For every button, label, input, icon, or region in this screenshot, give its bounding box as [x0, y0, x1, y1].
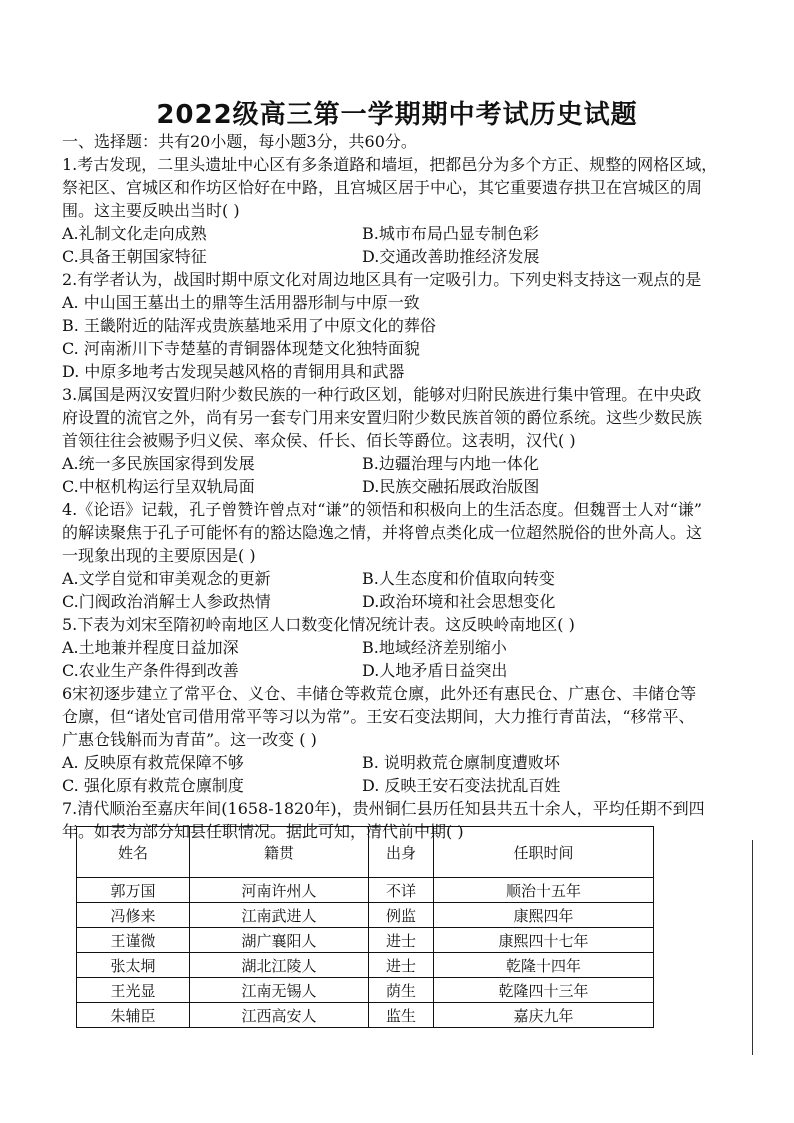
- table-row: [77, 928, 654, 953]
- option-d[interactable]: D. 中原多地考古发现吴越风格的青铜用具和武器: [62, 362, 405, 381]
- table-cell: 监生: [369, 1003, 434, 1028]
- question-text-line: 府设置的流官之外，尚有另一套专门用来安置归附少数民族首领的爵位系统。这些少数民族: [62, 408, 703, 427]
- question-text-line: 2.有学者认为，战国时期中原文化对周边地区具有一定吸引力。下列史料支持这一观点的是: [62, 270, 702, 289]
- option-c[interactable]: C. 强化原有救荒仓廪制度: [62, 776, 244, 795]
- magistrate-table: [76, 826, 654, 1028]
- option-b[interactable]: B.城市布局凸显专制色彩: [362, 224, 539, 243]
- table-cell: 嘉庆九年: [434, 1003, 654, 1028]
- table-cell: 乾隆四十三年: [434, 978, 654, 1003]
- question-text-line: 的解读聚焦于孔子可能怀有的豁达隐逸之情，并将曾点类化成一位超然脱俗的世外高人。这: [62, 523, 703, 542]
- table-cell: 郭万国: [77, 878, 190, 903]
- question-text-line: 5.下表为刘宋至隋初岭南地区人口数变化情况统计表。这反映岭南地区( ): [62, 615, 575, 634]
- table-cell: 乾隆十四年: [434, 953, 654, 978]
- table-cell: 不详: [369, 878, 434, 903]
- option-d[interactable]: D.民族交融拓展政治版图: [362, 477, 540, 496]
- question-text-line: 一现象出现的主要原因是( ): [62, 546, 256, 565]
- page-title: 2022级高三第一学期期中考试历史试题: [156, 100, 638, 130]
- question-text-line: 围。这主要反映出当时( ): [62, 201, 240, 220]
- table-header-cell: 任职时间: [434, 827, 654, 878]
- option-c[interactable]: C.农业生产条件得到改善: [62, 661, 239, 680]
- table-row: [77, 903, 654, 928]
- option-c[interactable]: C.中枢机构运行呈双轨局面: [62, 477, 255, 496]
- question-text-line: 7.清代顺治至嘉庆年间(1658-1820年)，贵州铜仁县历任知县共五十余人，平均任期不到四: [62, 799, 705, 818]
- table-cell: 冯修来: [77, 903, 190, 928]
- table-row: [77, 953, 654, 978]
- question-6: [62, 682, 752, 797]
- table-row: [77, 978, 654, 1003]
- option-c[interactable]: C.具备王朝国家特征: [62, 247, 207, 266]
- option-b[interactable]: B. 说明救荒仓廪制度遭败坏: [362, 753, 560, 772]
- table-cell: 荫生: [369, 978, 434, 1003]
- option-a[interactable]: A.土地兼并程度日益加深: [62, 638, 239, 657]
- table-cell: 河南许州人: [190, 878, 369, 903]
- table-header-cell: 籍贯: [190, 827, 369, 878]
- table-cell: 江西高安人: [190, 1003, 369, 1028]
- table-row: [77, 1003, 654, 1028]
- option-a[interactable]: A. 中山国王墓出土的鼎等生活用器形制与中原一致: [62, 293, 420, 312]
- table-header-row: [77, 827, 654, 878]
- question-text-line: 1.考古发现，二里头遗址中心区有多条道路和墙垣，把都邑分为多个方正、规整的网格区域，: [62, 155, 718, 174]
- question-text-line: 首领往往会被赐予归义侯、率众侯、仟长、佰长等爵位。这表明，汉代( ): [62, 431, 576, 450]
- option-c[interactable]: C. 河南淅川下寺楚墓的青铜器体现楚文化独特面貌: [62, 339, 420, 358]
- question-text-line: 广惠仓钱斛而为青苗”。这一改变 ( ): [62, 730, 317, 749]
- question-5: [62, 613, 752, 682]
- option-b[interactable]: B.地域经济差别缩小: [362, 638, 507, 657]
- option-b[interactable]: B. 王畿附近的陆浑戎贵族墓地采用了中原文化的葬俗: [62, 316, 436, 335]
- table-cell: 湖北江陵人: [190, 953, 369, 978]
- table-cell: 朱辅臣: [77, 1003, 190, 1028]
- option-d[interactable]: D.政治环境和社会思想变化: [362, 592, 556, 611]
- table-cell: 康熙四十七年: [434, 928, 654, 953]
- question-text-line: 4.《论语》记载，孔子曾赞许曾点对“谦”的领悟和积极向上的生活态度。但魏晋士人对“谦”: [62, 500, 702, 519]
- question-text-line: 仓廪，但“诸处官司借用常平等习以为常”。王安石变法期间，大力推行青苗法，“移常平、: [62, 707, 695, 726]
- option-b[interactable]: B.人生态度和价值取向转变: [362, 569, 555, 588]
- table-cell: 王光显: [77, 978, 190, 1003]
- question-text-line: 6宋初逐步建立了常平仓、义仓、丰储仓等救荒仓廪，此外还有惠民仓、广惠仓、丰储仓等: [62, 684, 697, 703]
- table-cell: 例监: [369, 903, 434, 928]
- option-d[interactable]: D.人地矛盾日益突出: [362, 661, 508, 680]
- question-4: [62, 498, 752, 613]
- table-cell: 王谨微: [77, 928, 190, 953]
- option-c[interactable]: C.门阀政治消解士人参政热情: [62, 592, 271, 611]
- question-3: [62, 383, 752, 498]
- option-b[interactable]: B.边疆治理与内地一体化: [362, 454, 539, 473]
- scan-edge-line: [752, 840, 753, 1055]
- table-cell: 顺治十五年: [434, 878, 654, 903]
- option-d[interactable]: D.交通改善助推经济发展: [362, 247, 540, 266]
- table-header-cell: 出身: [369, 827, 434, 878]
- question-2: [62, 268, 752, 383]
- option-a[interactable]: A. 反映原有救荒保障不够: [62, 753, 244, 772]
- option-a[interactable]: A.统一多民族国家得到发展: [62, 454, 255, 473]
- question-1: [62, 153, 752, 268]
- exam-content: [62, 130, 752, 843]
- question-text-line: 年。如表为部分知县任职情况。据此可知，清代前中期( ): [62, 822, 464, 841]
- option-a[interactable]: A.礼制文化走向成熟: [62, 224, 207, 243]
- table-cell: 湖广襄阳人: [190, 928, 369, 953]
- table-cell: 江南武进人: [190, 903, 369, 928]
- question-text-line: 3.属国是两汉安置归附少数民族的一种行政区划，能够对归附民族进行集中管理。在中央政: [62, 385, 702, 404]
- table-cell: 进士: [369, 953, 434, 978]
- table-cell: 进士: [369, 928, 434, 953]
- option-a[interactable]: A.文学自觉和审美观念的更新: [62, 569, 271, 588]
- question-text-line: 祭祀区、宫城区和作坊区恰好在中路，且宫城区居于中心，其它重要遗存拱卫在宫城区的周: [62, 178, 703, 197]
- table-cell: 张太垌: [77, 953, 190, 978]
- table-row: [77, 878, 654, 903]
- table-cell: 康熙四年: [434, 903, 654, 928]
- table-cell: 江南无锡人: [190, 978, 369, 1003]
- section-heading: 一、选择题：共有20小题，每小题3分，共60分。: [62, 132, 417, 151]
- option-d[interactable]: D. 反映王安石变法扰乱百姓: [362, 776, 561, 795]
- table-header-cell: 姓名: [77, 827, 190, 878]
